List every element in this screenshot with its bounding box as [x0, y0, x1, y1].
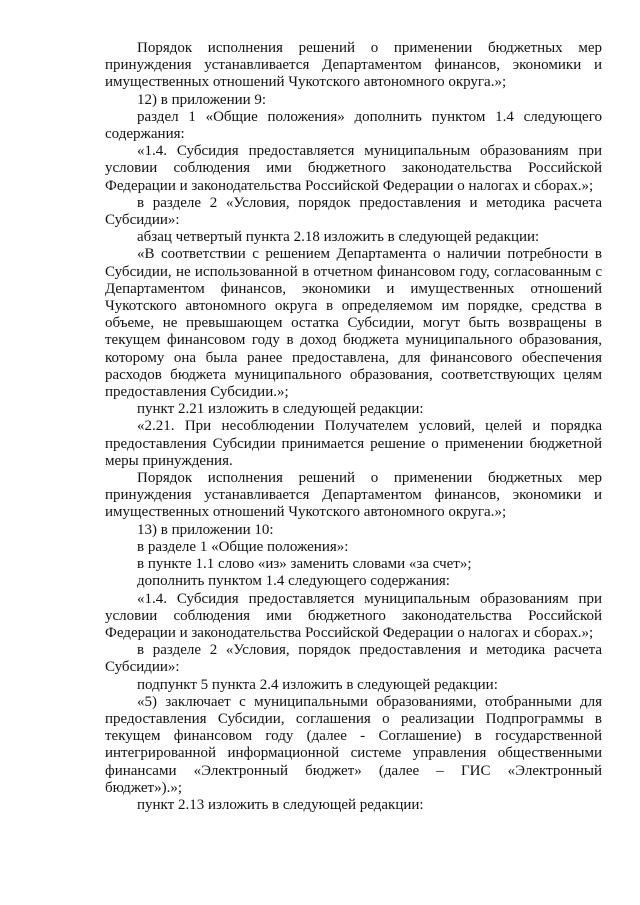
- paragraph: 12) в приложении 9:: [137, 91, 267, 108]
- paragraph: пункт 2.21 изложить в следующей редакции:: [137, 401, 424, 418]
- paragraph: 13) в приложении 10:: [137, 521, 274, 538]
- paragraph: раздел 1 «Общие положения» дополнить пунктом 1.4 следующего содержания:: [105, 108, 602, 143]
- paragraph: «В соответствии с решением Департамента о наличии потребности в Субсидии, не использованной в отчетном финансовом году, согласованным с Департаментом финансов, экономики и имущественных отношений Чукотского автономного округа в определяемом им порядке, средства в объеме, не превышающем остатка Субсидии, могут быть возвращены в текущем финансовом году в доход бюджета муниципального образования, которому она была ранее предоставлена, для финансового обеспечения расходов бюджета муниципального образования, соответствующих целям предоставления Субсидии.»;: [105, 246, 602, 401]
- paragraph: «2.21. При несоблюдении Получателем условий, целей и порядка предоставления Субсидии принимается решение о применении бюджетной меры принуждения.: [105, 418, 602, 469]
- document-body: [105, 40, 602, 814]
- paragraph: пункт 2.13 изложить в следующей редакции:: [137, 796, 424, 813]
- paragraph: «1.4. Субсидия предоставляется муниципальным образованиям при условии соблюдения ими бюджетного законодательства Российской Федерации и законодательства Российской Федерации о налогах и сборах.»;: [105, 143, 602, 194]
- paragraph: Порядок исполнения решений о применении бюджетных мер принуждения устанавливается Департаментом финансов, экономики и имущественных отношений Чукотского автономного округа.»;: [105, 40, 602, 91]
- paragraph: в пункте 1.1 слово «из» заменить словами «за счет»;: [137, 556, 472, 573]
- paragraph: «1.4. Субсидия предоставляется муниципальным образованиям при условии соблюдения ими бюджетного законодательства Российской Федерации и законодательства Российской Федерации о налогах и сборах.»;: [105, 590, 602, 641]
- paragraph: в разделе 2 «Условия, порядок предоставления и методика расчета Субсидии»:: [105, 642, 602, 676]
- paragraph: Порядок исполнения решений о применении бюджетных мер принуждения устанавливается Департаментом финансов, экономики и имущественных отношений Чукотского автономного округа.»;: [105, 470, 602, 521]
- paragraph: «5) заключает с муниципальными образованиями, отобранными для предоставления Субсидии, соглашения о реализации Подпрограммы в текущем финансовом году (далее - Соглашение) в государственной интегрированной информационной системе управления общественными финансами «Электронный бюджет» (далее – ГИС «Электронный бюджет»).»;: [105, 693, 602, 796]
- paragraph: абзац четвертый пункта 2.18 изложить в следующей редакции:: [137, 229, 540, 246]
- paragraph: в разделе 2 «Условия, порядок предоставления и методика расчета Субсидии»:: [105, 194, 602, 229]
- paragraph: дополнить пунктом 1.4 следующего содержания:: [137, 573, 450, 590]
- paragraph: подпункт 5 пункта 2.4 изложить в следующей редакции:: [137, 676, 498, 693]
- paragraph: в разделе 1 «Общие положения»:: [137, 538, 349, 555]
